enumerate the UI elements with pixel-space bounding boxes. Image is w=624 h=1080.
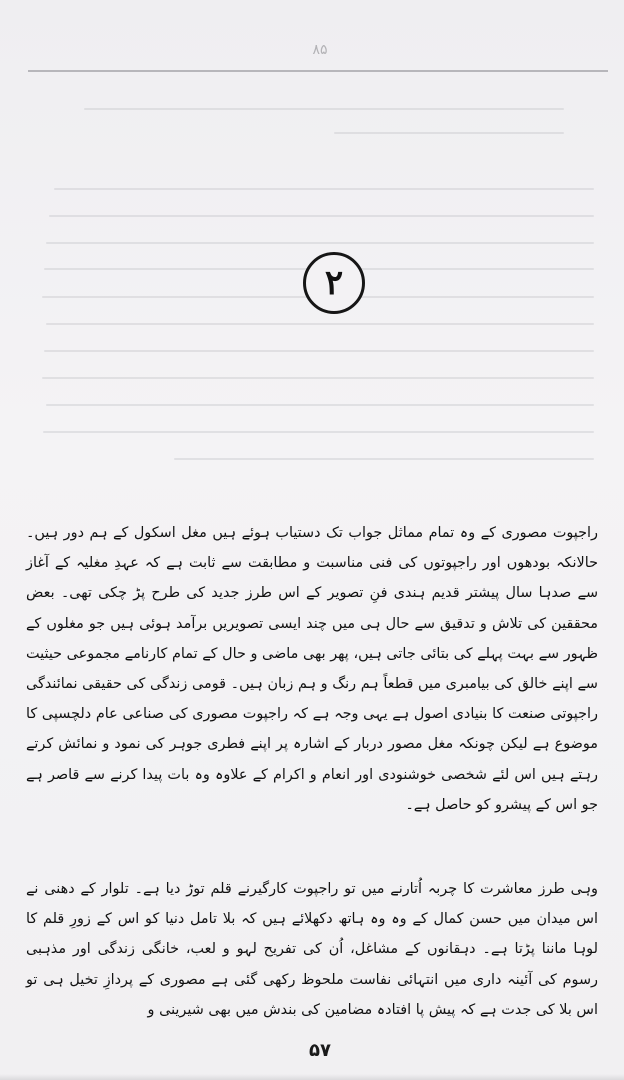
page-edge-shadow — [0, 1074, 624, 1080]
chapter-number: ۲ — [324, 263, 344, 303]
faint-page-header-number: ۸۵ — [312, 42, 328, 58]
page-number: ۵۷ — [309, 1040, 331, 1061]
body-paragraph-1: راجپوت مصوری کے وہ تمام مماثل جواب تک دستیاب ہوئے ہیں مغل اسکول کے ہم دور ہیں۔ حالانکہ بودھوں اور راجپوتوں کی فنی مناسبت و مطابقت سے ثابت ہے کہ عہدِ مغلیہ کے آغاز سے صدہا سال پیشتر قدیم ہندی فنِ تصویر کے اس طرز جدید کی طرح پڑ چکی تھی۔ بعض محققین کی تلاش و تدقیق سے حال ہی میں چند ایسی تصویریں برآمد ہوئی ہیں جو مغلوں کے ظہور سے بہت پہلے کی بتائی جاتی ہیں، پھر بھی ماضی و حال کے تمام کارنامے مجموعی حیثیت سے اپنے خالق کی بیامبری میں قطعاً ہم رنگ و ہم زبان ہیں۔ قومی زندگی کی حقیقی نمائندگی راجپوتی صنعت کا بنیادی اصول ہے یہی وجہ ہے کہ راجپوت مصوری کی صناعی عام دلچسپی کا موضوع ہے لیکن چونکہ مغل مصور دربار کے اشارہ پر اپنے فطری جوہر کی نمود و نمائش کرتے رہتے ہیں اس لئے شخصی خوشنودی اور انعام و اکرام کے علاوہ وہ بات پیدا کرنے سے قاصر ہے جو اس کے پیشرو کو حاصل ہے۔ — [26, 525, 598, 813]
header-rule — [28, 70, 608, 72]
body-paragraph-2: وہی طرز معاشرت کا چربہ اُتارنے میں تو راجپوت کارگیرنے قلم توڑ دیا ہے۔ تلوار کے دھنی نے اس میدان میں حسن کمال کے وہ وہ ہاتھ دکھلائے ہیں کہ بلا تامل دنیا کو اس کے زورِ قلم کا لوہا ماننا پڑتا ہے۔ دہقانوں کے مشاغل، اُن کی تفریح لہو و لعب، خانگی زندگی اور مذہبی رسوم کی آئینہ داری میں انتہائی نفاست ملحوظ رکھی گئی ہے مصوری کے پردازِ تخیل ہی تو اس بلا کی جدت ہے کہ پیش پا افتادہ مضامین کی بندش میں بھی شیرینی و — [26, 881, 598, 1018]
chapter-number-badge — [303, 252, 365, 314]
